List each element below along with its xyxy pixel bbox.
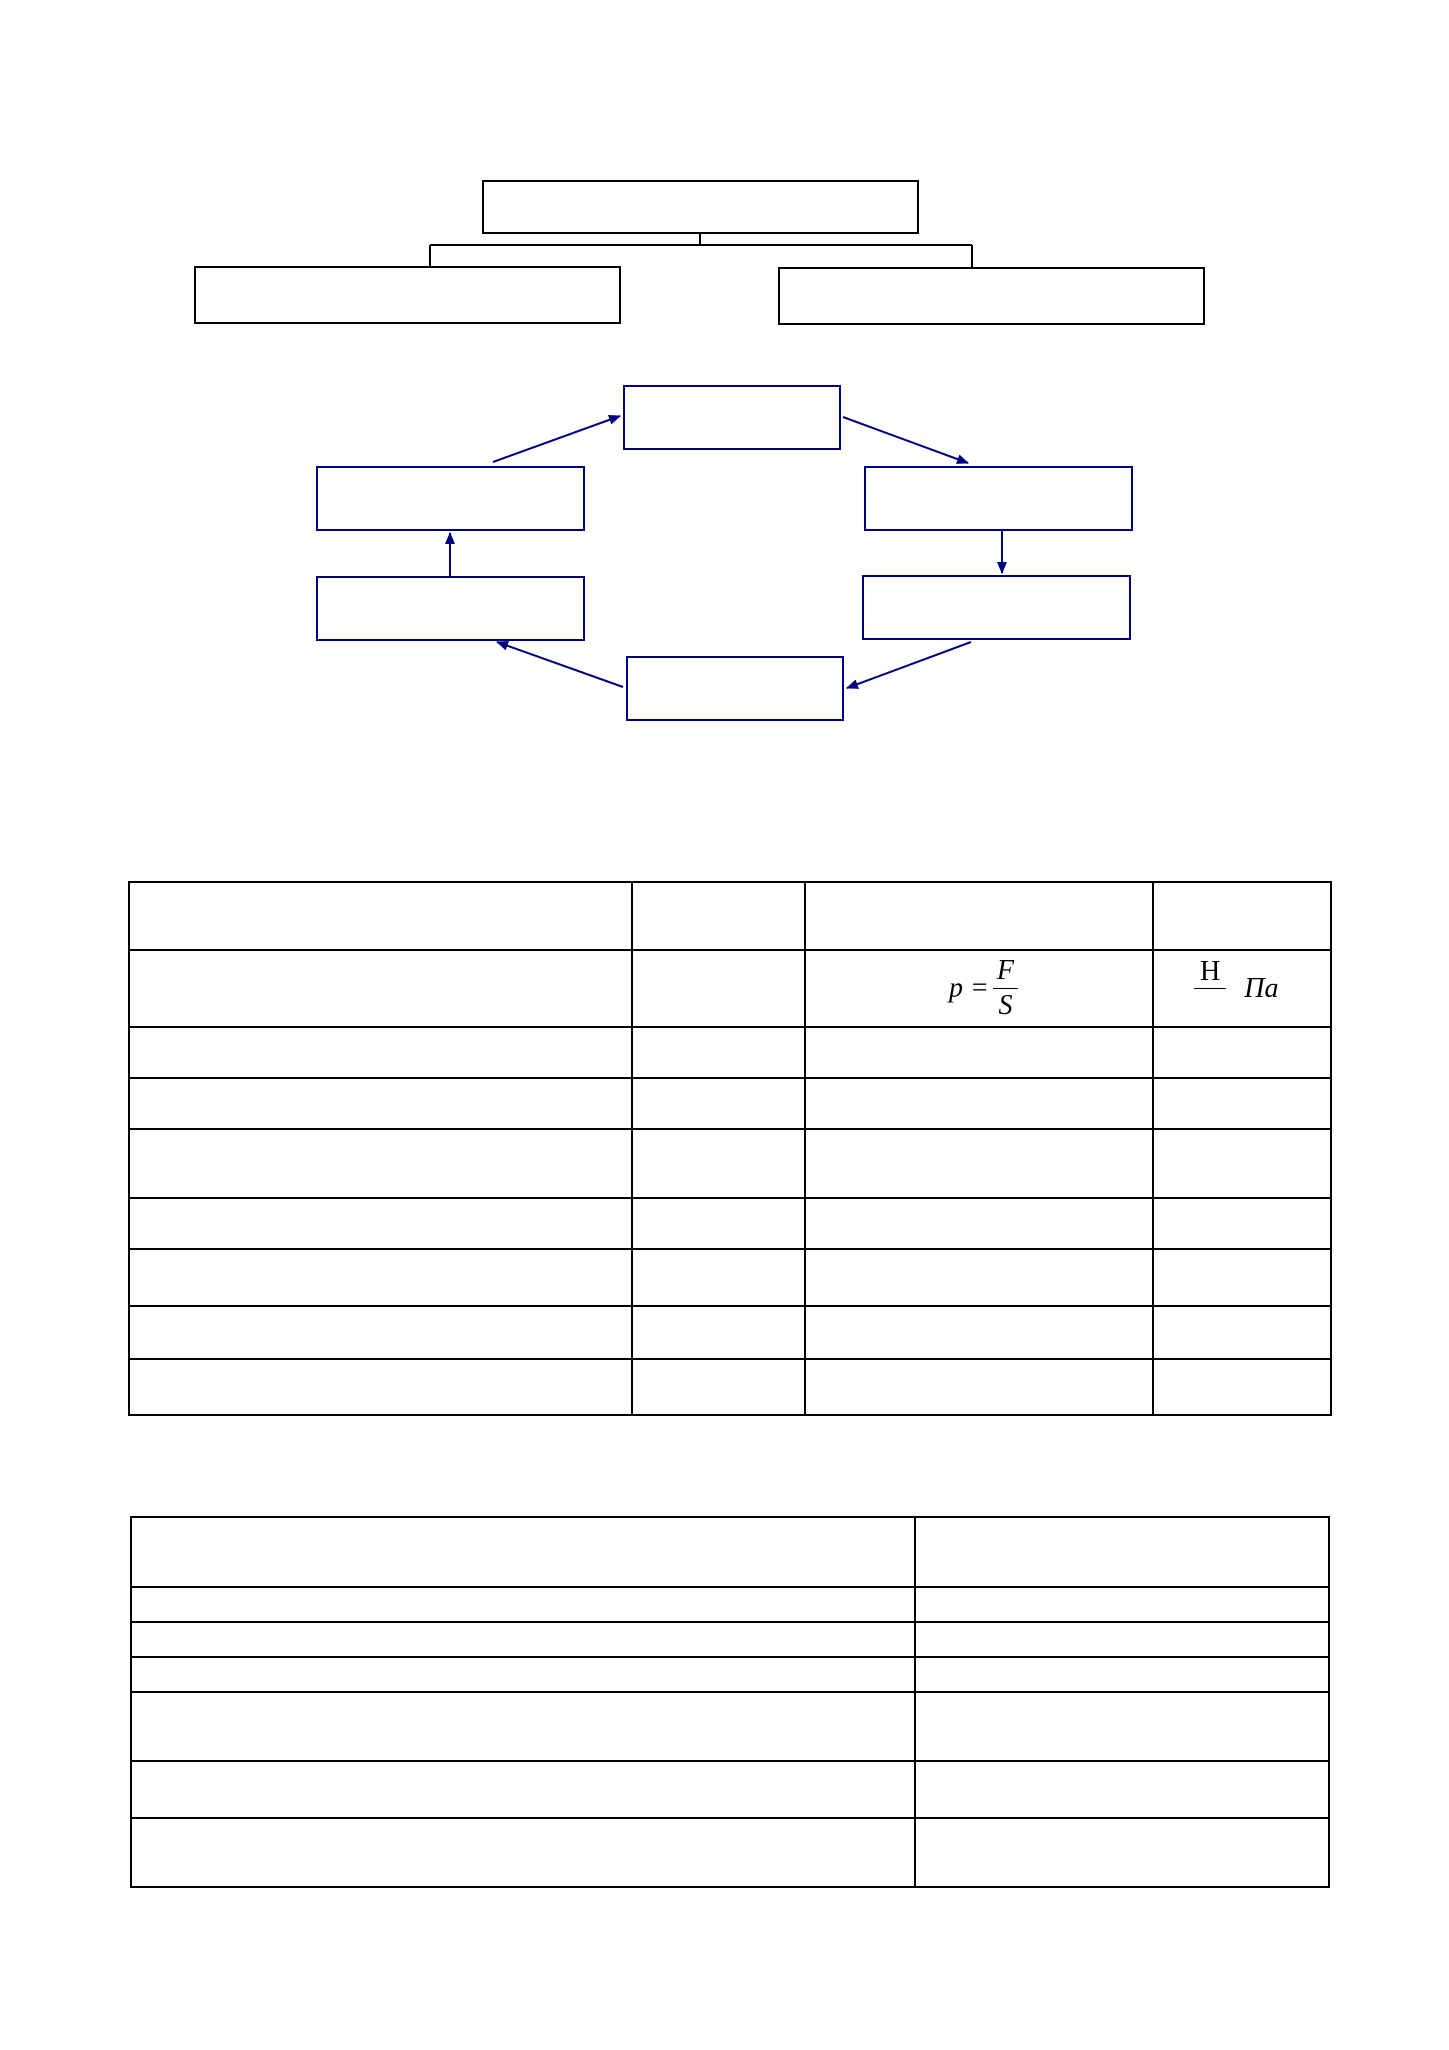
table-row [129, 1198, 1331, 1249]
table-cell [1153, 1198, 1331, 1249]
table-cell [131, 1692, 915, 1761]
table-row [131, 1761, 1329, 1818]
pressure-formula-cell [805, 950, 1153, 1027]
table-cell [1153, 882, 1331, 950]
table-cell [1153, 1078, 1331, 1129]
table-row [129, 1359, 1331, 1415]
table-cell [131, 1517, 915, 1587]
table-cell [805, 1249, 1153, 1306]
table-cell [1153, 1359, 1331, 1415]
table-cell [1153, 1129, 1331, 1198]
table-cell [632, 950, 805, 1027]
table-cell [805, 1078, 1153, 1129]
second-table [130, 1516, 1330, 1888]
table-cell [805, 882, 1153, 950]
table-cell [632, 1249, 805, 1306]
table-cell [129, 1249, 632, 1306]
arrow-left-upper-to-top [493, 416, 620, 462]
table-cell [131, 1657, 915, 1692]
table-cell [131, 1818, 915, 1887]
pressure-formula [948, 955, 1018, 1021]
table-cell [632, 1306, 805, 1359]
table-cell [632, 1078, 805, 1129]
formula-lhs: p = [948, 972, 989, 1004]
table-row [129, 1306, 1331, 1359]
table-cell [131, 1622, 915, 1657]
table-cell [915, 1587, 1329, 1622]
table-cell [805, 1129, 1153, 1198]
table-cell [915, 1517, 1329, 1587]
table-cell [129, 1359, 632, 1415]
table-cell [129, 950, 632, 1027]
table-row [129, 1078, 1331, 1129]
table-cell [131, 1587, 915, 1622]
table-row [129, 1027, 1331, 1078]
table-row [131, 1692, 1329, 1761]
table-cell [805, 1027, 1153, 1078]
unit-denominator [1194, 989, 1226, 1021]
table-cell [129, 882, 632, 950]
arrow-right-lower-to-bottom [847, 642, 971, 688]
arrow-top-to-right-upper [843, 417, 968, 463]
formula-denominator: S [998, 990, 1013, 1021]
table-cell [632, 1198, 805, 1249]
table-cell [915, 1622, 1329, 1657]
table-row [129, 882, 1331, 950]
formula-numerator: F [993, 954, 1018, 989]
unit-pascal: Па [1244, 972, 1279, 1004]
table-cell [915, 1761, 1329, 1818]
arrow-bottom-to-left-lower [497, 642, 623, 687]
table-cell [915, 1818, 1329, 1887]
table-cell [805, 1198, 1153, 1249]
table-cell [632, 1027, 805, 1078]
table-cell [129, 1027, 632, 1078]
cycle-arrows [0, 0, 1449, 760]
pressure-unit-cell [1153, 950, 1331, 1027]
table-cell [131, 1761, 915, 1818]
table-row [129, 1129, 1331, 1198]
unit-numerator: Н [1194, 956, 1226, 989]
quantities-table [128, 881, 1332, 1416]
table-row [131, 1517, 1329, 1587]
table-cell [805, 1359, 1153, 1415]
table-row [129, 1249, 1331, 1306]
table-row [131, 1587, 1329, 1622]
table-cell [632, 1359, 805, 1415]
table-row [131, 1818, 1329, 1887]
table-cell [129, 1306, 632, 1359]
table-cell [1153, 1027, 1331, 1078]
table-cell [1153, 1306, 1331, 1359]
pressure-unit [1194, 956, 1279, 1004]
table-cell [915, 1657, 1329, 1692]
table-cell [805, 1306, 1153, 1359]
table-cell [632, 882, 805, 950]
table-cell [129, 1078, 632, 1129]
table-row [131, 1622, 1329, 1657]
table-cell [915, 1692, 1329, 1761]
table-row [131, 1657, 1329, 1692]
table-cell [1153, 1249, 1331, 1306]
table-cell [129, 1198, 632, 1249]
table-cell [632, 1129, 805, 1198]
table-row [129, 950, 1331, 1027]
table-cell [129, 1129, 632, 1198]
